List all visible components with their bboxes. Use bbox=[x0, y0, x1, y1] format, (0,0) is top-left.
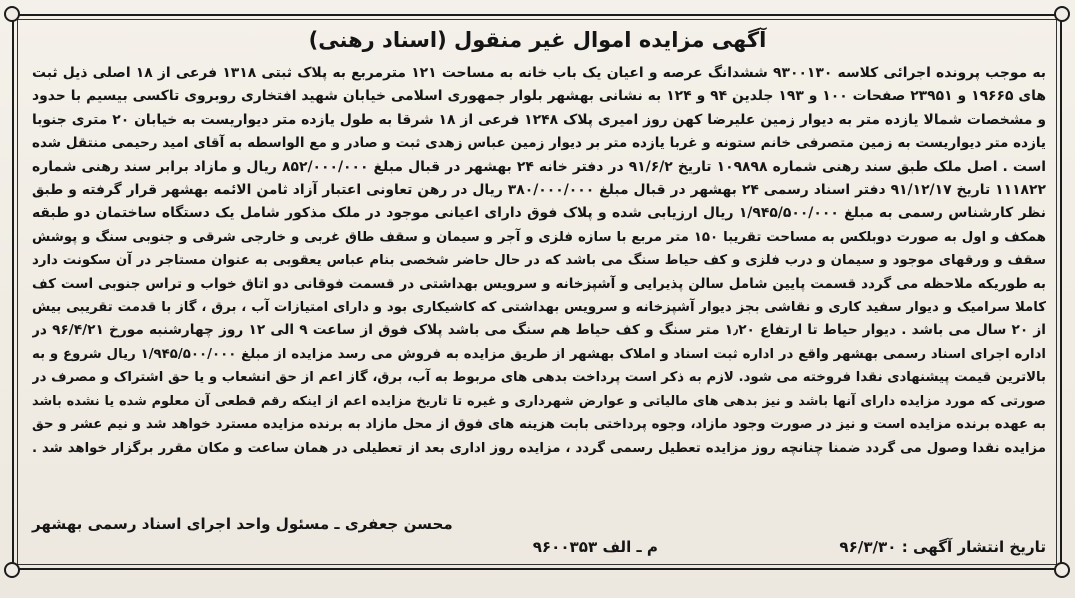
notice-code: م ـ الف ۹۶۰۰۳۵۳ bbox=[532, 538, 658, 556]
body-line: کاملا سرامیک و دیوار سفید کاری و نقاشی بجز دیوار آشپزخانه و سرویس بهداشتی که کاشیکاری بود و دارای امتیازات آب ، برق ، گاز با قدمت تقریبی بیش bbox=[32, 300, 1046, 316]
body-line: صورتی که مورد مزایده دارای آنها باشد و نیز بدهی های مالیاتی و عوارض شهرداری و غیره تا تاریخ مزایده اعم از اینکه رقم قطعی آن معلوم شده یا نشده باشد bbox=[32, 393, 1046, 409]
body-line: و مشخصات شمالا یازده متر به دیوار زمین علیرضا کهن روز امیری پلاک ۱۲۴۸ فرعی از ۱۸ شرقا به طول یازده متر دیواریست به خیابان ۲۰ متری جنوبا bbox=[32, 111, 1046, 128]
body-line: به موجب پرونده اجرائی کلاسه ۹۳۰۰۱۳۰ ششدانگ عرصه و اعیان یک باب خانه به مساحت ۱۲۱ مترمربع به پلاک ثبتی ۱۳۱۸ فرعی از ۱۸ اصلی ذیل ثبت bbox=[32, 65, 1046, 81]
corner-ornament-icon bbox=[1054, 6, 1070, 22]
body-line: همکف و اول به صورت دوبلکس به مساحت تقریبا ۱۵۰ متر مربع با سازه فلزی و آجر و سیمان و سقف طاق غربی و خارجی شرقی و جنوبی سنگ و پوشش bbox=[32, 229, 1046, 245]
body-line: به طوریکه ملاحظه می گردد قسمت پایین شامل سالن پذیرایی و آشپزخانه و سرویس بهداشتی در قسمت فوقانی دو اتاق خواب و تراس جنوبی است کف bbox=[32, 275, 1046, 292]
corner-ornament-icon bbox=[4, 562, 20, 578]
notice-title: آگهی مزایده اموال غیر منقول (اسناد رهنی) bbox=[308, 28, 767, 52]
body-line: یازده متر دیواریست به زمین متصرفی خانم ستونه و غربا یازده متر بر دیوار زمین عباس زهدی ثبت و صادر و مع الواسطه به آقای امید رحیمی منتقل شده bbox=[32, 135, 1046, 152]
body-line: به عهده برنده مزایده است و نیز در صورت وجود مازاد، وجوه پرداختی بابت هزینه های فوق از محل مازاد به برنده مزایده مسترد خواهد شد و نیم عشر و حق bbox=[32, 417, 1046, 433]
body-line: ۱۱۱۸۲۲ تاریخ ۹۱/۱۲/۱۷ دفتر اسناد رسمی ۲۴ بهشهر در قبال مبلغ ۳۸۰/۰۰۰/۰۰۰ ریال در رهن تعاونی اعتبار آزاد ثامن الائمه بهشهر قرار گرفته و طبق bbox=[32, 182, 1046, 199]
body-line: از ۲۰ سال می باشد . دیوار حیاط تا ارتفاع ۱٫۲۰ متر سنگ و کف حیاط هم سنگ می باشد پلاک فوق از ساعت ۹ الی ۱۲ روز چهارشنبه مورخ ۹۶/۴/۲۱ در bbox=[32, 322, 1046, 339]
notice-body bbox=[32, 62, 1046, 460]
publish-date: تاریخ انتشار آگهی : ۹۶/۳/۳۰ bbox=[839, 538, 1046, 556]
body-line: های ۱۹۶۶۵ و ۲۳۹۵۱ صفحات ۱۰۰ و ۱۹۳ جلدین ۹۴ و ۱۲۴ به نشانی بهشهر بلوار جمهوری اسلامی خیابان شهید افتخاری روبروی تاکسی بیسیم با حدود bbox=[32, 88, 1046, 105]
body-line: مزایده نقدا وصول می گردد ضمنا چنانچه روز مزایده تعطیل رسمی گردد ، مزایده روز اداری بعد از تعطیلی در همان ساعت و مکان مقرر برگزار خواهد شد . bbox=[32, 440, 1046, 456]
corner-ornament-icon bbox=[4, 6, 20, 22]
body-line: نظر کارشناس رسمی به مبلغ ۱/۹۴۵/۵۰۰/۰۰۰ ریال ارزیابی شده و پلاک فوق دارای اعیانی موجود در ملک مذکور شامل یک دستگاه ساختمان دو طبقه bbox=[32, 205, 1046, 222]
signer-name: محسن جعفری ـ مسئول واحد اجرای اسناد رسمی بهشهر bbox=[32, 515, 453, 533]
corner-ornament-icon bbox=[1054, 562, 1070, 578]
body-line: اداره اجرای اسناد رسمی بهشهر واقع در اداره ثبت اسناد و املاک بهشهر از طریق مزایده به فروش می رسد مزایده از مبلغ ۱/۹۴۵/۵۰۰/۰۰۰ ریال شروع و به bbox=[32, 346, 1046, 362]
body-line: سقف و ورقهای موجود و سیمان و درب فلزی و کف حیاط سنگ می باشد که در حال حاضر شخصی بنام عباس یعقوبی به عنوان مستاجر در آن سکونت دارد bbox=[32, 253, 1046, 269]
body-line: بالاترین قیمت پیشنهادی نقدا فروخته می شود. لازم به ذکر است پرداخت بدهی های مربوط به آب، برق، گاز اعم از حق انشعاب و یا حق اشتراک و مصرف در bbox=[32, 370, 1046, 386]
body-line: است . اصل ملک طبق سند رهنی شماره ۱۰۹۸۹۸ تاریخ ۹۱/۶/۲ در دفتر خانه ۲۴ بهشهر در قبال مبلغ ۸۵۲/۰۰۰/۰۰۰ ریال و مازاد برابر سند رهنی شماره bbox=[32, 158, 1046, 175]
